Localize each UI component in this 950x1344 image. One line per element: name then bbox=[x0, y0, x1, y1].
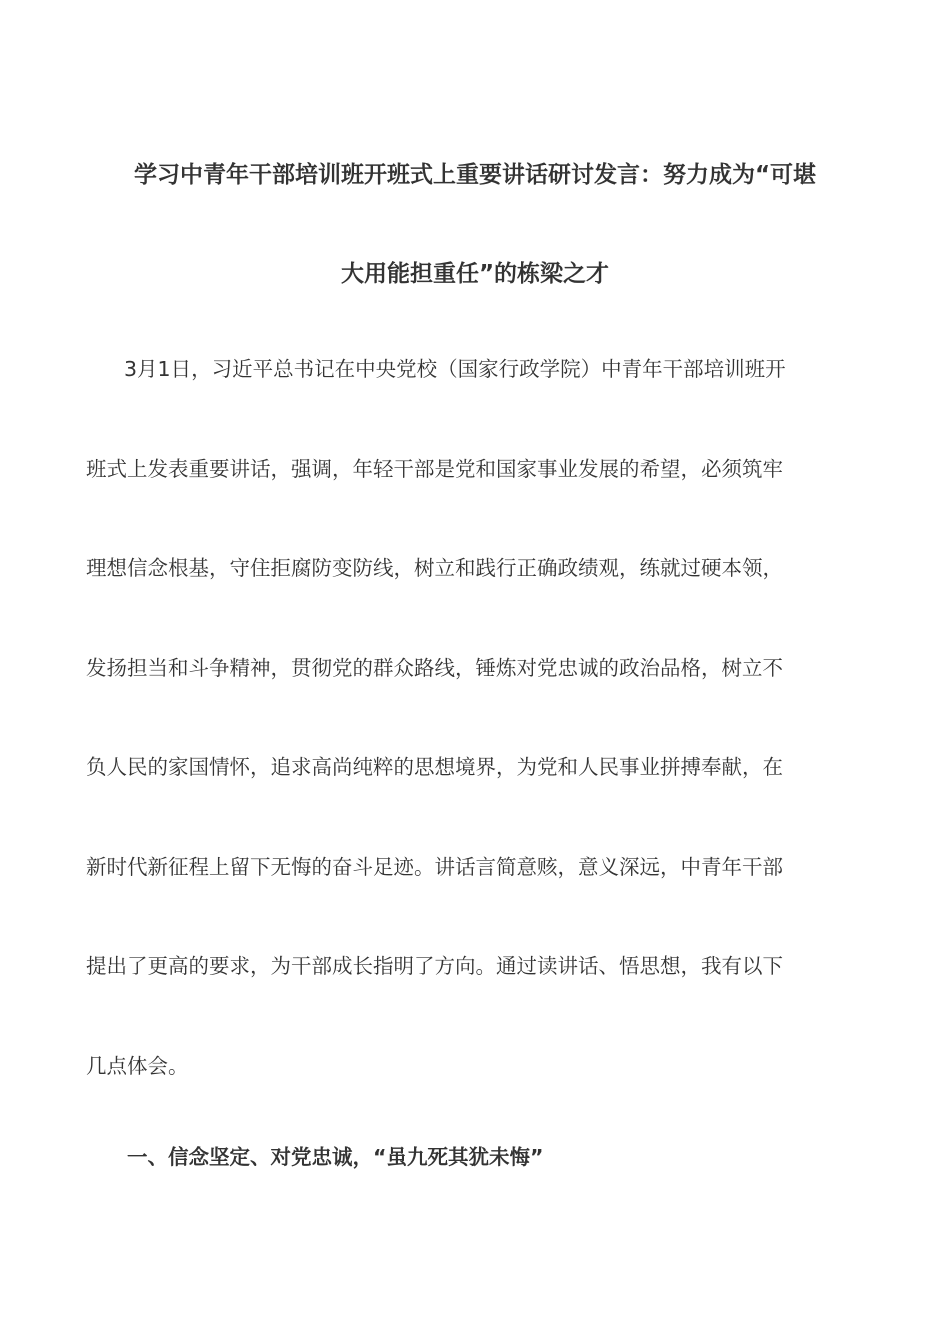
paragraph-line: 负人民的家国情怀，追求高尚纯粹的思想境界，为党和人民事业拼搏奉献，在 bbox=[86, 755, 783, 779]
paragraph-line: 3月1日，习近平总书记在中央党校（国家行政学院）中青年干部培训班开 bbox=[124, 357, 786, 381]
document-title-line-2: 大用能担重任”的栋梁之才 bbox=[340, 261, 610, 287]
paragraph-line: 发扬担当和斗争精神，贯彻党的群众路线，锤炼对党忠诚的政治品格，树立不 bbox=[86, 656, 783, 680]
paragraph-line: 几点体会。 bbox=[86, 1054, 189, 1078]
paragraph-line: 理想信念根基，守住拒腐防变防线，树立和践行正确政绩观，练就过硬本领， bbox=[86, 556, 783, 580]
paragraph-line: 提出了更高的要求，为干部成长指明了方向。通过读讲话、悟思想，我有以下 bbox=[86, 954, 783, 978]
document-title-line-1: 学习中青年干部培训班开班式上重要讲话研讨发言：努力成为“可堪 bbox=[133, 162, 817, 188]
section-heading: 一、信念坚定、对党忠诚，“虽九死其犹未悔” bbox=[127, 1145, 544, 1169]
paragraph-line: 班式上发表重要讲话，强调，年轻干部是党和国家事业发展的希望，必须筑牢 bbox=[86, 457, 783, 481]
paragraph-line: 新时代新征程上留下无悔的奋斗足迹。讲话言简意赅，意义深远，中青年干部 bbox=[86, 855, 783, 879]
